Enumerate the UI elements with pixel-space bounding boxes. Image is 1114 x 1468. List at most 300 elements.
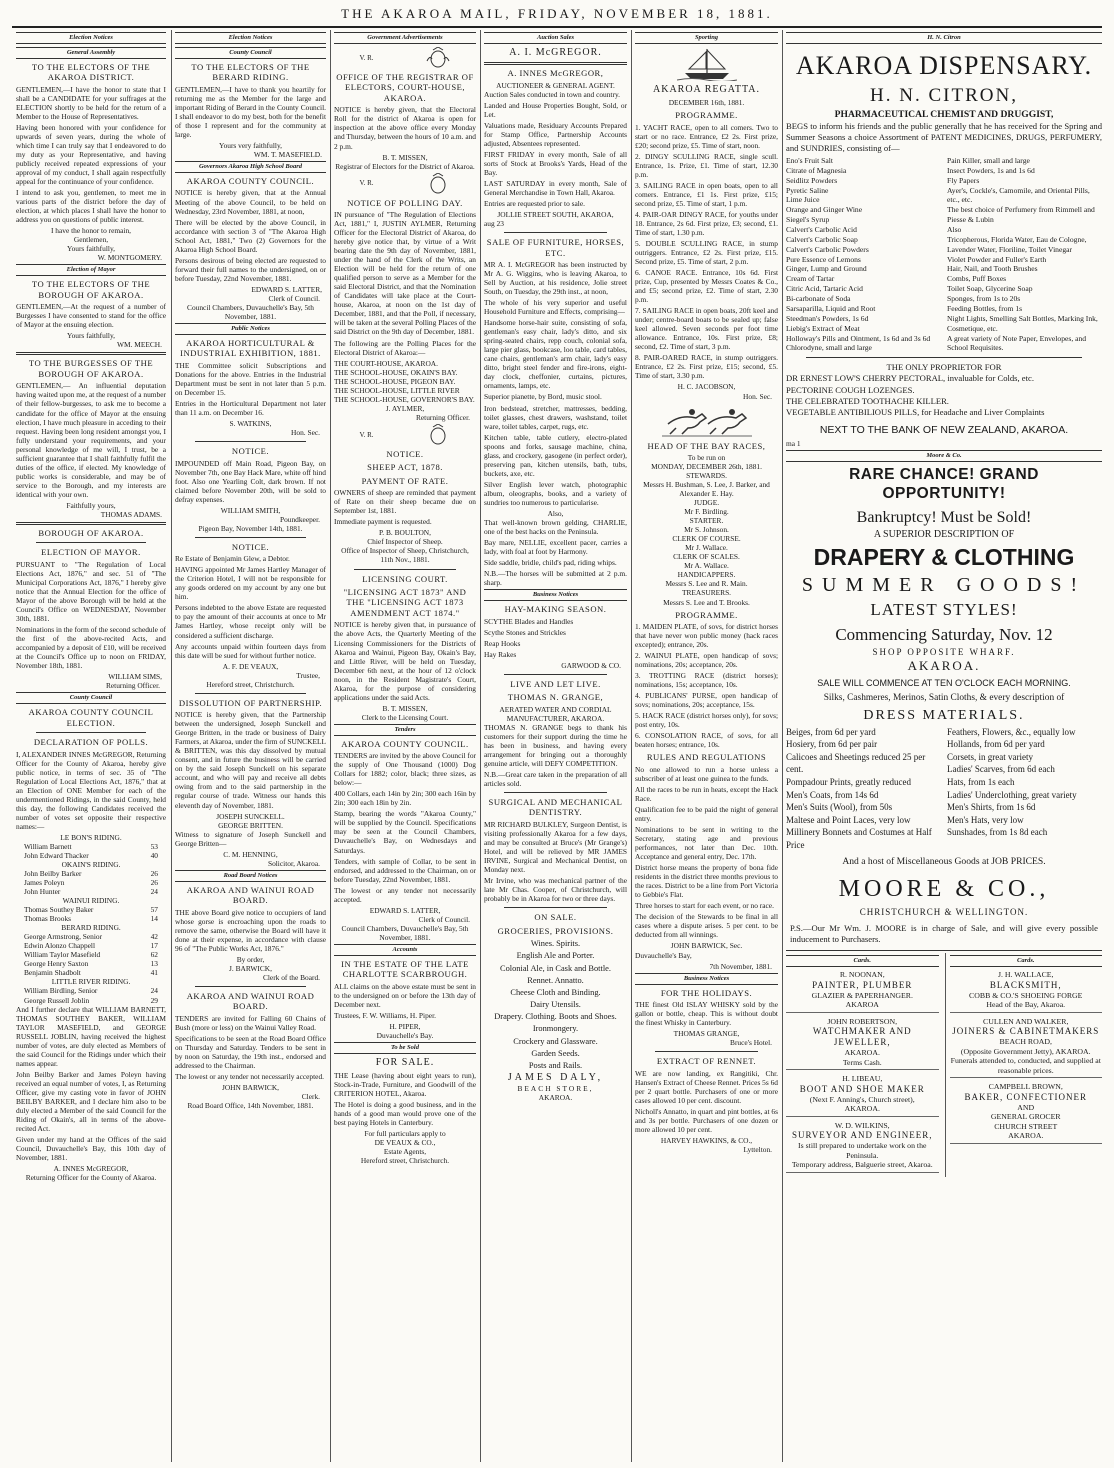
polling-places: [334, 359, 476, 404]
candidate-name: George Armstrong, Senior: [24, 932, 103, 942]
notice-body: GENTLEMEN,—At the request of a number of Burgesses I have consented to stand for the office of Mayor at the ensuing election.: [16, 302, 166, 330]
list-item: THE COURT-HOUSE, AKAROA.: [334, 358, 438, 368]
notice-body: Superior pianette, by Bord, music stool.: [484, 392, 602, 402]
signature: Trustees, F. W. Williams, H. Piper.: [334, 1010, 436, 1020]
candidate-votes: 13: [150, 959, 158, 969]
list-item: Sponges, from 1s to 20s: [947, 294, 1021, 304]
divider: [504, 907, 607, 908]
candidate-row: [24, 869, 158, 878]
notice-body: PURSUANT to "The Regulation of Local Elections Act, 1876," and sec. 51 of "The Municipal Corporations Act, 1876," I hereby give notice that the Annual Election for the office of Mayor of the above Borough will be held at the Council's Office on WEDNESDAY, November 30th, 1881.: [16, 559, 166, 624]
notice-body: And I further declare that WILLIAM BARNETT, THOMAS SOUTHEY BAKER, WILLIAM TAYLOR MASEFIELD, and GEORGE RUSSELL JOBLIN, having received the highest number of votes, are duly elected as Members of the said Council for the Ridings under which their names appear.: [16, 1004, 166, 1068]
signature: EDWARD S. LATTER,: [251, 284, 322, 294]
notice-body: Kitchen table, table cutlery, electro-plated spoons and forks, sausage machine, china, glass, and crockery, gasogene (in perfect order), preserving pan, kitchen utensils, bath, tubs, buckets, axe, etc.: [484, 432, 627, 478]
signature: A. INNES McGREGOR,: [53, 1164, 129, 1174]
notice-title: AKAROA REGATTA.: [653, 83, 760, 95]
candidate-votes: 17: [150, 941, 158, 951]
notice-body: John Beilby Barker and James Poleyn having received an equal number of votes, I, as Returning Officer, give my casting vote in favor of JOHN BEILBY BARKER, and I declare him also to be duly elected a Member of the said Council for the Riding of Okain's, all in terms of the above-recited Act.: [16, 1069, 166, 1133]
list-item: Toilet Soap, Glycerine Soap: [947, 284, 1033, 294]
candidate-list: [16, 932, 166, 977]
candidate-votes: 29: [150, 995, 158, 1005]
notice-title: NOTICE.: [231, 446, 270, 457]
card-line: AKAROA.: [844, 1104, 880, 1114]
section-heading: Business Notices: [635, 973, 778, 985]
business-card: [786, 1121, 939, 1173]
official-role: STARTER.: [689, 516, 724, 526]
divider: [36, 542, 146, 543]
list-item: Dairy Utensils.: [530, 1000, 581, 1010]
notice-title: "LICENSING ACT 1873" AND THE "LICENSING ACT 1873 AMENDMENT ACT 1874.": [343, 586, 467, 618]
notice-body: GENTLEMEN,—I have the honor to state that I shall be a CANDIDATE for your suffrages at the ELECTION shortly to be held for the return of a Member to the House of Representatives.: [16, 84, 166, 121]
notice-body: NOTICE is hereby given, that at the Annual Meeting of the above Council, to be held on Wednesday, 23rd November, 1881, at noon,: [175, 188, 326, 216]
masthead: THE AKAROA MAIL, FRIDAY, NOVEMBER 18, 1881.: [341, 6, 773, 21]
list-item: Hosiery, from 6d per pair: [786, 739, 878, 750]
notice-body: THE finest Old ISLAY WHISKY sold by the gallon or bottle, cheap. This is without doubt the finest Whisky in Canterbury.: [635, 999, 778, 1028]
list-item: Men's Coats, from 14s 6d: [786, 789, 879, 800]
list-item: Pompadour Prints, greatly reduced: [786, 776, 911, 787]
divider: [504, 674, 607, 675]
royal-crest: [334, 173, 476, 195]
list-item: Citrate of Magnesia: [786, 165, 847, 175]
chemist-name: H. N. CITRON,: [870, 84, 1018, 106]
list-item: Ayer's, Cockle's, Camomile, and Oriental Pills, etc., etc.: [947, 185, 1090, 205]
products-left: [786, 156, 941, 353]
notice-title: PROGRAMME.: [675, 609, 738, 620]
column-3: [334, 30, 476, 1462]
notice-body: THE Lease (having about eight years to run), Stock-in-Trade, Furniture, and Goodwill of the CRITERION HOTEL, Akaroa.: [334, 1071, 476, 1099]
candidate-row: [24, 996, 158, 1005]
notice-title: EXTRACT OF RENNET.: [656, 1056, 757, 1067]
section-subheading: Road Board Notices: [175, 870, 326, 882]
column-rule: [480, 30, 481, 1462]
list-item: Pure Essence of Lemons: [786, 254, 861, 264]
candidate-name: John Hunter: [24, 887, 61, 897]
notice-body: AUCTIONEER & GENERAL AGENT.: [496, 80, 615, 90]
notice-title: TO THE ELECTORS OF THE AKAROA DISTRICT.: [31, 61, 151, 83]
signature: THOMAS ADAMS.: [100, 509, 162, 519]
divider: [484, 62, 627, 65]
horse-race-icon: [662, 404, 752, 438]
royal-arms-icon: [425, 173, 451, 195]
signature: I have the honor to remain,: [50, 226, 132, 236]
signature: C. M. HENNING,: [223, 849, 278, 859]
cards-right: [945, 953, 1103, 1176]
list-item: Holloway's Pills and Ointment, 1s 6d and 3s 6d: [786, 333, 931, 343]
signature: Yours very faithfully,: [218, 141, 283, 150]
notice-body: LAST SATURDAY in every month, Sale of General Merchandise in Town Hall, Akaroa.: [484, 178, 627, 197]
signature: Solicitor, Akaroa.: [267, 858, 320, 868]
notice-title: HEAD OF THE BAY RACES,: [647, 440, 766, 451]
list-item: Hats, from 1s each: [947, 776, 1015, 787]
promo-bankruptcy: Bankruptcy! Must be Sold!: [856, 508, 1032, 526]
official-role: HANDICAPPERS.: [677, 570, 736, 580]
list-item: Men's Shirts, from 1s 6d: [947, 802, 1036, 813]
official-names: Mr A. Wallace.: [684, 561, 729, 571]
candidate-row: [24, 842, 158, 851]
notice-title: BOROUGH OF AKAROA.: [38, 527, 144, 538]
notice-title: SHEEP ACT, 1878.: [367, 462, 443, 473]
official-role: STEWARDS.: [686, 471, 727, 481]
notice-title: SURGICAL AND MECHANICAL DENTISTRY.: [488, 796, 623, 818]
notice-body: HAVING appointed Mr James Hartley Manager of the Criterion Hotel, I will not be responsible for any goods ordered on my account by any one but him.: [175, 565, 326, 602]
signature: Returning Officer for the County of Akaroa.: [25, 1173, 157, 1183]
section-heading: Sporting: [635, 32, 778, 44]
list-item: Sarsaparilla, Liquid and Root: [786, 303, 876, 313]
notice-body: Entries are requested prior to sale.: [484, 198, 585, 208]
notice-body: Hay Rakes: [484, 649, 517, 659]
riding-results: [16, 833, 166, 1005]
products-list: [786, 156, 1102, 353]
signature: Estate Agents,: [383, 1147, 427, 1157]
list-item: Citric Acid, Tartaric Acid: [786, 284, 863, 294]
firm-name: MOORE & CO.,: [838, 876, 1050, 903]
candidate-name: James Poleyn: [24, 878, 65, 888]
signature: Yours faithfully,: [66, 244, 116, 254]
section-heading: H. N. Citron: [786, 32, 1102, 44]
signature: B. T. MISSEN,: [382, 152, 428, 162]
list-item: THE SCHOOL-HOUSE, GOVERNOR'S BAY.: [334, 394, 475, 404]
notice-body: Iron bedstead, stretcher, mattresses, bedding, toilet glasses, chest drawers, washstand, toilet ware, toilet tables, carpet, rugs, etc.: [484, 403, 627, 431]
candidate-row: [24, 851, 158, 860]
notice-body: Valuations made, Residuary Accounts Prepared for Stamp Office, Partnership Accounts adjusted, Absentees represented.: [484, 120, 627, 148]
list-item: Night Lights, Smelling Salt Bottles, Marking Ink, Cosmetique, etc.: [947, 313, 1098, 333]
signature: Hon. Sec.: [291, 428, 320, 438]
candidate-votes: 62: [150, 950, 158, 960]
notice-body: Reap Hooks: [484, 638, 521, 648]
candidate-name: John Edward Thacker: [24, 851, 89, 861]
list-item: Steedman's Powders, 1s 6d: [786, 313, 869, 323]
promo-line: A SUPERIOR DESCRIPTION OF: [873, 529, 1015, 541]
signature: Poundkeeper.: [279, 514, 320, 524]
candidate-name: Thomas Southey Baker: [24, 905, 94, 915]
signature: Clerk of Council.: [418, 914, 470, 924]
candidate-row: [24, 968, 158, 977]
ad-code: ma 1: [786, 438, 801, 448]
programme-item: 1. YACHT RACE, open to all comers. Two to start or no race. Entrance, £2 2s. First prize, £20; second prize, £5. Time of start, noon.: [635, 122, 778, 150]
notice-body: To be run on: [687, 453, 726, 463]
notice-title: PROGRAMME.: [675, 110, 738, 121]
candidate-row: [24, 887, 158, 896]
official-role: CLERK OF COURSE.: [672, 534, 741, 544]
business-card: [950, 970, 1103, 1012]
promo-town: AKAROA.: [907, 658, 981, 674]
candidate-row: [24, 986, 158, 995]
signature: WM. T. MASEFIELD.: [253, 150, 322, 160]
signature: AKAROA.: [538, 1093, 573, 1103]
card-line: BEACH ROAD,: [999, 1037, 1052, 1047]
notice-body: Immediate payment is requested.: [334, 517, 432, 527]
notice-body: I, ALEXANDER INNES McGREGOR, Returning Officer for the County of Akaroa, hereby give public notice, in terms of sec. 35 of "The Regulation of Local Elections Act, 1876," that at an Election of ONE Member for each of the undermentioned Ridings, in the said County, held this day, the following Candidates received the number of votes set opposite their respective names:—: [16, 749, 166, 831]
cards-left: [786, 953, 939, 1176]
riding-name: OKAIN'S RIDING.: [61, 860, 121, 870]
notice-title: ON SALE.: [534, 912, 577, 923]
notice-title: AKAROA HORTICULTURAL & INDUSTRIAL EXHIBITION, 1881.: [180, 337, 321, 359]
crest-text: V. R.: [359, 53, 374, 62]
signature: Faithfully yours,: [66, 500, 116, 510]
notice-title: A. I. McGREGOR.: [509, 46, 602, 58]
list-item: THE SCHOOL-HOUSE, PIGEON BAY.: [334, 376, 456, 386]
notice-body: The whole of his very superior and useful Household Furniture and Effects, comprising—: [484, 298, 627, 317]
list-item: THE SCHOOL-HOUSE, LITTLE RIVER: [334, 385, 460, 395]
list-item: Men's Suits (Wool), from 50s: [786, 802, 893, 813]
divider: [195, 986, 306, 987]
card-line: WATCHMAKER AND JEWELLER,: [812, 1026, 912, 1048]
list-item: Millinery Bonnets and Costumes at Half Price: [786, 827, 932, 850]
dispensary-title: AKAROA DISPENSARY.: [795, 50, 1093, 80]
business-card: [950, 1017, 1103, 1078]
list-item: Fly Papers: [947, 175, 980, 185]
list-item: Ginger, Lump and Ground: [786, 264, 867, 274]
notice-body: BEGS to inform his friends and the public generally that he has received for the Spring and Summer Seasons a choice Assortment of PATENT MEDICINES, DRUGS, PERFUMERY, and SUNDRIES, consisting of—: [786, 120, 1102, 153]
signature: Clerk to the Licensing Court.: [361, 712, 449, 722]
list-item: Orange and Ginger Wine: [786, 205, 863, 215]
programme-item: 2. WAINUI PLATE, open handicap of sovs; nominations, 20s; acceptance, 20s.: [635, 651, 778, 670]
notice-body: IMPOUNDED off Main Road, Pigeon Bay, on November 7th, one Bay Hack Mare, white off hind foot. Also one Yearling Colt, dark brown. If not claimed before November 20th, will be sold to defray expenses.: [175, 458, 326, 504]
section-subheading: Election of Mayor: [16, 264, 166, 276]
notice-body: THE above Board give notice to occupiers of land whose gorse is encroaching upon the roads to remove the same, otherwise the Board will have it done at their expense, in accordance with clause 96 of "The Public Works Act, 1876.": [175, 907, 326, 953]
signature: JAMES DALY,: [507, 1072, 604, 1084]
notice-title: RULES AND REGULATIONS: [646, 752, 767, 763]
card-line: (Opposite Government Jetty), AKAROA.: [960, 1046, 1091, 1056]
notice-body: Handsome horse-hair suite, consisting of sofa, gentleman's easy chair, lady's ditto, and six spring-seated chairs, repp couch, colonial sofa, large pier glass, bookcase, loo table, card tables, cane chairs, gentleman's arm chair, lady's easy ditto, bright steel fender and fire-irons, eight-day clock, cheffonier, curtains, pictures, ornaments, lamps, etc.: [484, 318, 627, 391]
signature: Returning Officer.: [105, 681, 160, 691]
notice-body: That well-known brown gelding, CHARLIE, one of the best hacks on the Peninsula.: [484, 517, 627, 536]
notice-title: FOR SALE.: [375, 1056, 435, 1068]
section-subheading: County Council: [16, 692, 166, 704]
notice-body: NOTICE is hereby given that, in pursuance of the above Acts, the Quarterly Meeting of the Licensing Commissioners for the Districts of Akaroa and Wainui, Pigeon Bay, Okain's Bay, and Little River, will be held on Tuesday, December 6th next, at the hour of 12 o'clock noon, in the Resident Magistrate's Court, Akaroa, for the purpose of considering applications under the said Acts.: [334, 620, 476, 702]
column-rule: [631, 30, 632, 1462]
notice-body: Also,: [547, 508, 564, 518]
notice-title: FOR THE HOLIDAYS.: [660, 987, 753, 998]
sailing-ship-icon: [677, 47, 737, 81]
candidate-row: [24, 878, 158, 887]
notice-title: OFFICE OF THE REGISTRAR OF ELECTORS, COURT-HOUSE, AKAROA.: [336, 71, 474, 103]
card-list: [950, 970, 1103, 1143]
notice-title: A. INNES McGREGOR,: [507, 68, 604, 79]
business-card: [786, 1017, 939, 1070]
notice-body: No one allowed to run a horse unless a subscriber of at least one guinea to the funds.: [635, 764, 778, 783]
signature: HARVEY HAWKINS, & CO.,: [660, 1135, 753, 1145]
crest-text: V. R.: [359, 430, 374, 439]
list-item: Cream of Tartar: [786, 274, 835, 284]
programme-item: 6. CANOE RACE. Entrance, 10s 6d. First prize, Cup, presented by Messrs Coates & Co., and £5; second prize, £2. Time of start, 2.30 p.m.: [635, 268, 778, 305]
candidate-votes: 24: [150, 986, 158, 996]
products-right: [947, 156, 1102, 353]
list-item: Maltese and Point Laces, very low: [786, 814, 911, 825]
goods-left: [786, 726, 941, 852]
divider: [36, 732, 146, 733]
signature: J. BARWICK,: [229, 963, 272, 973]
list-item: Corsets, in great variety: [947, 751, 1033, 762]
business-card: [786, 970, 939, 1012]
card-line: BLACKSMITH,: [989, 979, 1062, 990]
royal-crest: [334, 47, 476, 69]
riding-name: BERARD RIDING.: [61, 923, 121, 933]
candidate-row: [24, 914, 158, 923]
notice-body: There will be elected by the above Council, in accordance with section 3 of "The Akaroa High School Act, 1881," Two (2) Governors for the Akaroa High School Board.: [175, 217, 326, 254]
programme-item: 7. SAILING RACE in open boats, 20ft keel and under; centre-board boats to be sealed up; false keel allowed. Seven seconds per foot time allowance. Entrance, 10s. First prize, £8; second, £2. Time of start, 3 p.m.: [635, 306, 778, 352]
notice-body: FIRST FRIDAY in every month, Sale of all sorts of Stock at Brooks's Yards, Head of the Bay.: [484, 149, 627, 177]
signature: Clerk.: [301, 1092, 320, 1102]
list-item: Posts and Rails.: [528, 1061, 583, 1070]
notice-body: Nicholl's Annatto, in quart and pint bottles, at 6s and 3s per bottle. Purchasers of one dozen or more allowed 10 per cent.: [635, 1106, 778, 1134]
candidate-name: John Beilby Barker: [24, 869, 82, 879]
card-line: BAKER, CONFECTIONER: [964, 1091, 1087, 1102]
programme-item: 6. CONSOLATION RACE, of sovs, for all beaten horses; entrance, 10s.: [635, 731, 778, 750]
notice-body: ALL claims on the above estate must be sent in to the undersigned on or before the 13th day of December next.: [334, 981, 476, 1009]
column-rule: [171, 30, 172, 1462]
notice-body: Three horses to start for each event, or no race.: [635, 901, 774, 911]
signature: J. AYLMER,: [385, 403, 425, 413]
section-heading: Moore & Co.: [786, 450, 1102, 462]
candidate-name: George Russell Joblin: [24, 995, 90, 1005]
candidate-row: [24, 932, 158, 941]
list-item: Pain Killer, small and large: [947, 156, 1030, 166]
candidate-list: [16, 869, 166, 896]
section-heading: Cards.: [786, 955, 939, 967]
candidate-votes: 41: [150, 968, 158, 978]
card-line: SURVEYOR AND ENGINEER,: [791, 1130, 933, 1141]
notice-body: Auction Sales conducted in town and country.: [484, 89, 621, 99]
list-item: Bi-carbonate of Soda: [786, 294, 851, 304]
official-role: JUDGE.: [693, 498, 720, 508]
card-line: R. NOONAN,: [839, 970, 885, 980]
notice-body: All the races to be run in heats, except the Hack Race.: [635, 784, 778, 804]
signature: WILLIAM SMITH,: [220, 505, 281, 515]
notice-body: N.B.—The horses will be submitted at 2 p.m. sharp.: [484, 569, 627, 588]
signature: Returning Officer.: [415, 412, 470, 422]
list-item: PECTORINE COUGH LOZENGES.: [786, 384, 915, 395]
signature: S. WATKINS,: [229, 418, 272, 428]
card-line: COBB & CO.'S SHOEING FORGE: [969, 990, 1083, 1000]
card-line: GENERAL GROCER: [990, 1112, 1061, 1122]
programme-item: 5. DOUBLE SCULLING RACE, in stump outriggers. Entrance, £2 2s. First prize, £15. Second prize, £5. Time of start, 2 p.m.: [635, 239, 778, 267]
card-line: H. LIBEAU,: [842, 1074, 883, 1084]
job-prices: And a host of Miscellaneous Goods at JOB PRICES.: [842, 855, 1046, 867]
section-heading: Government Advertisements: [334, 32, 476, 44]
list-item: Chlorodyne, small and large: [786, 343, 872, 353]
promo-time: SALE WILL COMMENCE AT TEN O'CLOCK EACH MORNING.: [817, 678, 1071, 689]
notice-body: Qualification fee to be paid the night of general entry.: [635, 805, 778, 824]
signature: Duvauchelle's Bay,: [635, 950, 692, 960]
dispensary-address: NEXT TO THE BANK OF NEW ZEALAND, AKAROA.: [819, 424, 1069, 437]
signature: H. PIPER,: [389, 1021, 421, 1031]
notice-body: Landed and House Properties Bought, Sold, or Let.: [484, 100, 627, 119]
card-line: CHURCH STREET: [994, 1121, 1058, 1131]
notice-body: Side saddle, bridle, child's pad, riding whips.: [484, 558, 617, 567]
notice-body: Stamp, bearing the words "Akaroa County," will be supplied by the Council. Specifications may be seen at the Council Chambers, Duvauchelle's Bay, on Wednesdays and Saturdays.: [334, 809, 476, 855]
signature: By order,: [236, 954, 265, 964]
list-item: Crockery and Glassware.: [513, 1036, 598, 1046]
notice-title: IN THE ESTATE OF THE LATE CHARLOTTE SCARBROUGH.: [341, 958, 469, 980]
notice-title: AKAROA COUNTY COUNCIL ELECTION.: [28, 707, 154, 728]
notice-body: THE Committee solicit Subscriptions and Donations for the above. Entries in the Industrial Department must be sent in not later than 5 p.m. on December 15.: [175, 360, 326, 397]
signature: Pigeon Bay, November 14th, 1881.: [198, 523, 303, 533]
card-line: AKAROA: [845, 1000, 879, 1010]
list-item: Also: [947, 225, 962, 235]
section-heading: Election Notices: [16, 32, 166, 44]
signature: P. B. BOULTON,: [379, 528, 431, 538]
card-line: AND: [1017, 1102, 1035, 1112]
notice-title: LIVE AND LET LIVE.: [510, 678, 601, 689]
notice-body: The following are the Polling Places for the Electoral District of Akaroa:—: [334, 338, 476, 357]
notice-body: DECEMBER 16th, 1881.: [668, 98, 745, 108]
candidate-row: [24, 959, 158, 968]
list-item: Calicoes and Sheetings reduced 25 per cent.: [786, 751, 926, 775]
signature: Office of Inspector of Sheep, Christchurch, 11th Nov., 1881.: [341, 546, 469, 565]
column-rule: [782, 30, 783, 1462]
candidate-votes: 40: [150, 851, 158, 861]
notice-body: NOTICE is hereby given, that the Electoral Roll for the district of Akaroa is open for inspection at the above office every Monday and Thursday, between the hours of 10 a.m. and 2 p.m.: [334, 105, 476, 151]
list-item: Calvert's Carbolic Acid: [786, 225, 857, 235]
signature: Hereford street, Christchurch.: [206, 679, 295, 689]
list-item: Combs, Puff Boxes: [947, 274, 1007, 284]
signature: Clerk of Council.: [268, 293, 320, 303]
column-rule: [330, 30, 331, 1462]
royal-arms-icon: [425, 424, 451, 446]
card-line: JOINERS & CABINETMAKERS: [952, 1026, 1100, 1037]
notice-body: N.B.—Great care taken in the preparation of all articles sold.: [484, 769, 627, 788]
notice-body: WE are now landing, ex Rangitiki, Chr. Hansen's Extract of Cheese Rennet. Prices 5s 6d per 2 quart bottle. Purchasers of one or more cases allowed 10 per cent. discount.: [635, 1068, 778, 1105]
programme-item: 5. HACK RACE (district horses only), for sovs; post entry, 10s.: [635, 711, 778, 730]
list-item: Feeding Bottles, from 1s: [947, 303, 1023, 313]
promo-date: Commencing Saturday, Nov. 12: [835, 624, 1053, 644]
signature: Clerk of the Board.: [262, 972, 320, 982]
candidate-votes: 14: [150, 914, 158, 924]
section-heading: Cards.: [950, 955, 1103, 967]
notice-title: GROCERIES, PROVISIONS.: [497, 925, 614, 936]
notice-title: AKAROA COUNTY COUNCIL.: [186, 175, 315, 186]
riding-name: LE BON'S RIDING.: [60, 832, 122, 842]
candidate-votes: 42: [150, 932, 158, 942]
list-item: English Ale and Porter.: [516, 951, 595, 961]
list-item: Eno's Fruit Salt: [786, 156, 833, 166]
card-line: AKAROA.: [1008, 1131, 1044, 1141]
notice-body: Any accounts unpaid within fourteen days from this date will be sued for without further notice.: [175, 641, 326, 660]
proprietary-products: [786, 373, 1102, 418]
divider: [354, 569, 456, 570]
candidate-list: [16, 905, 166, 923]
programme-item: 2. DINGY SCULLING RACE, single scull. Entrance, 1s. Prize, £1. Time of start, 12.30 p.m.: [635, 151, 778, 179]
signature: Witness to signature of Joseph Sunckell and George Britten—: [175, 829, 326, 848]
candidate-name: Benjamin Shadbolt: [24, 968, 81, 978]
race-officials: [635, 471, 778, 606]
list-item: Feathers, Flowers, &c., equally low: [947, 726, 1076, 737]
notice-body: GENTLEMEN,—I have to thank you heartily for returning me as the Member for the large and important Riding of Berard in the County Council. I shall endeavor to do my best, both for the benefit of those I represent and for the community at large.: [175, 84, 326, 139]
notice-body: Scythe Stones and Strickles: [484, 627, 566, 637]
candidate-votes: 53: [150, 841, 158, 851]
divider: [504, 232, 607, 233]
candidate-row: [24, 950, 158, 959]
programme-item: 3. SAILING RACE in open boats, open to all comers. Entrance, £1 1s. First prize, £15; second prize, £5. Time of start, 1 p.m.: [635, 180, 778, 208]
official-role: TREASURERS.: [681, 588, 732, 598]
notice-body: MR RICHARD BULKLEY, Surgeon Dentist, is visiting professionally Akaroa for a few days, and may be consulted at Bruce's (Mr Grange's) Hotel, and will be relieved by MR JAMES IRVINE, Surgical and Mechanical Dentist, on Monday next.: [484, 819, 627, 875]
firm-cities: CHRISTCHURCH & WELLINGTON.: [859, 906, 1029, 917]
candidate-votes: 57: [150, 905, 158, 915]
notice-body: Silver English lever watch, photographic album, oleographs, books, and a variety of sundries too numerous to particularise.: [484, 479, 627, 507]
card-line: J. H. WALLACE,: [997, 970, 1054, 980]
signature: Yours faithfully,: [66, 331, 116, 341]
promo-summer: SUMMER GOODS!: [801, 574, 1087, 597]
card-line: Temporary address, Balguerie street, Akaroa.: [791, 1160, 933, 1170]
signature: Council Chambers, Duvauchelle's Bay, 5th November, 1881.: [187, 302, 314, 321]
divider: [195, 693, 306, 694]
programme-item: 1. MAIDEN PLATE, of sovs, for district horses that have never won public money (hack races excepted); entrance, 20s.: [635, 622, 778, 650]
list-item: DR ERNEST LOW'S CHERRY PECTORAL, invaluable for Colds, etc.: [786, 373, 1034, 384]
column-1: [16, 30, 166, 1462]
signature: JOHN BARWICK, Sec.: [670, 941, 743, 951]
candidate-votes: 24: [150, 887, 158, 897]
official-names: Mr J. Wallace.: [685, 543, 728, 553]
